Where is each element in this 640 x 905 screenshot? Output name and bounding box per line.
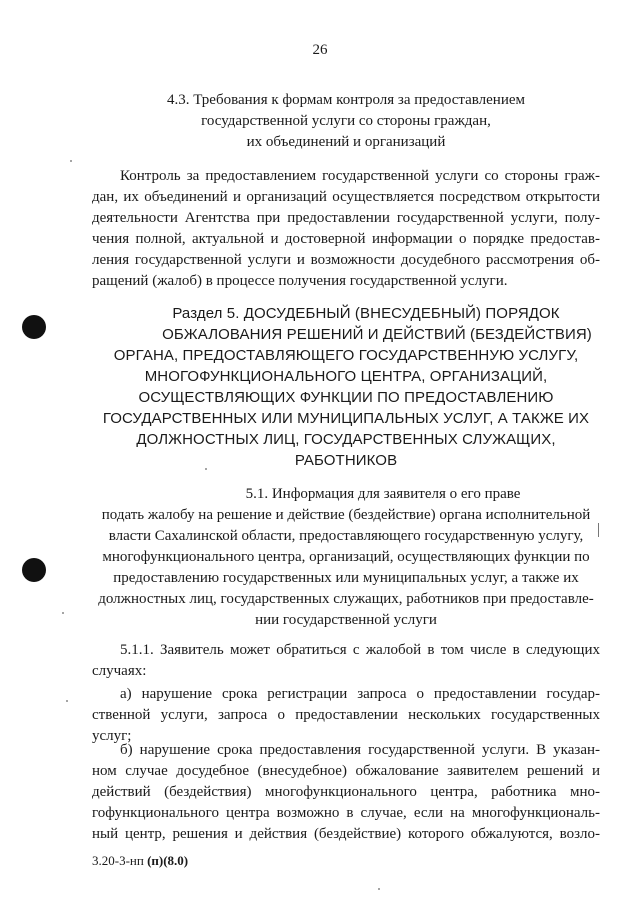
paragraph-line: чения полной, актуальной и достоверной информации о порядке предостав- bbox=[92, 231, 600, 247]
paragraph-line: а) нарушение срока регистрации запроса о предоставлении государ- bbox=[120, 686, 600, 702]
section-5-title bbox=[92, 303, 600, 471]
heading-line: предоставлению государственных или муниципальных услуг, а также их bbox=[113, 570, 579, 586]
heading-line: подать жалобу на решение и действие (бездействие) органа исполнительной bbox=[101, 507, 591, 523]
paragraph-line: гофункционального центра возможно в случае, если на многофункциональ- bbox=[92, 805, 600, 821]
scan-artifact bbox=[70, 160, 72, 162]
heading-line: должностных лиц, государственных служащих, работников при предоставле- bbox=[98, 591, 594, 607]
paragraph-line: деятельности Агентства при предоставлении государственной услуги, полу- bbox=[92, 210, 600, 226]
heading-line: 5.1. Информация для заявителя о его праве bbox=[245, 486, 521, 502]
section-title-line: ОРГАНА, ПРЕДОСТАВЛЯЮЩЕГО ГОСУДАРСТВЕННУЮ УСЛУГУ, bbox=[113, 347, 579, 364]
paragraph-line: случаях: bbox=[92, 663, 147, 679]
section-title-line: ОБЖАЛОВАНИЯ РЕШЕНИЙ И ДЕЙСТВИЙ (БЕЗДЕЙСТВИЯ) bbox=[162, 326, 592, 343]
paragraph-line: ращений (жалоб) в процессе получения государственной услуги. bbox=[92, 273, 508, 289]
heading-line: власти Сахалинской области, предоставляющего государственную услугу, bbox=[108, 528, 584, 544]
paragraph-line: б) нарушение срока предоставления государственной услуги. В указан- bbox=[120, 742, 600, 758]
paragraph-line: ственной услуги, запроса о предоставлении нескольких государственных bbox=[92, 707, 600, 723]
paragraph-line: Контроль за предоставлением государственной услуги со стороны граж- bbox=[120, 168, 600, 184]
document-code-text: 3.20-3-нп bbox=[92, 853, 148, 868]
heading-line: государственной услуги со стороны граждан, bbox=[201, 113, 491, 129]
paragraph-line: услуг; bbox=[92, 728, 132, 744]
heading-line: 4.3. Требования к формам контроля за предоставлением bbox=[166, 92, 526, 108]
paragraph-control bbox=[92, 166, 600, 292]
list-item-a bbox=[92, 684, 600, 747]
section-title-line: Раздел 5. ДОСУДЕБНЫЙ (ВНЕСУДЕБНЫЙ) ПОРЯДОК bbox=[172, 305, 560, 322]
scan-artifact bbox=[66, 700, 68, 702]
heading-line: многофункционального центра, организаций, осуществляющих функции по bbox=[102, 549, 590, 565]
section-title-line: МНОГОФУНКЦИОНАЛЬНОГО ЦЕНТРА, ОРГАНИЗАЦИЙ, bbox=[144, 368, 548, 385]
punch-hole-icon bbox=[22, 558, 46, 582]
paragraph-line: ный центр, решения и действия (бездействие) которого обжалуются, возло- bbox=[92, 826, 600, 842]
section-title-line: РАБОТНИКОВ bbox=[294, 452, 398, 469]
paragraph-line: ном случае досудебное (внесудебное) обжалование заявителем решений и bbox=[92, 763, 600, 779]
punch-hole-icon bbox=[22, 315, 46, 339]
scan-artifact bbox=[598, 523, 599, 537]
heading-line: их объединений и организаций bbox=[246, 134, 446, 150]
paragraph-line: дан, их объединений и организаций осуществляется посредством открытости bbox=[92, 189, 600, 205]
scan-artifact bbox=[205, 468, 207, 470]
paragraph-5-1-1 bbox=[92, 640, 600, 682]
paragraph-line: действий (бездействия) многофункционального центра, работника мно- bbox=[92, 784, 600, 800]
section-title-line: ДОЛЖНОСТНЫХ ЛИЦ, ГОСУДАРСТВЕННЫХ СЛУЖАЩИХ, bbox=[136, 431, 556, 448]
page-number: 26 bbox=[312, 42, 328, 58]
scan-artifact bbox=[378, 888, 380, 890]
section-title-line: ОСУЩЕСТВЛЯЮЩИХ ФУНКЦИИ ПО ПРЕДОСТАВЛЕНИЮ bbox=[138, 389, 554, 406]
heading-5-1 bbox=[92, 484, 600, 631]
list-item-b bbox=[92, 740, 600, 845]
heading-4-3 bbox=[92, 90, 600, 153]
document-code-version: (п)(8.0) bbox=[147, 853, 189, 868]
paragraph-line: ления государственной услуги и возможности досудебного рассмотрения об- bbox=[92, 252, 600, 268]
heading-line: нии государственной услуги bbox=[255, 612, 437, 628]
paragraph-line: 5.1.1. Заявитель может обратиться с жалобой в том числе в следующих bbox=[120, 642, 600, 658]
document-code bbox=[92, 853, 188, 869]
section-title-line: ГОСУДАРСТВЕННЫХ ИЛИ МУНИЦИПАЛЬНЫХ УСЛУГ, А ТАКЖЕ ИХ bbox=[102, 410, 590, 427]
scan-artifact bbox=[62, 612, 64, 614]
